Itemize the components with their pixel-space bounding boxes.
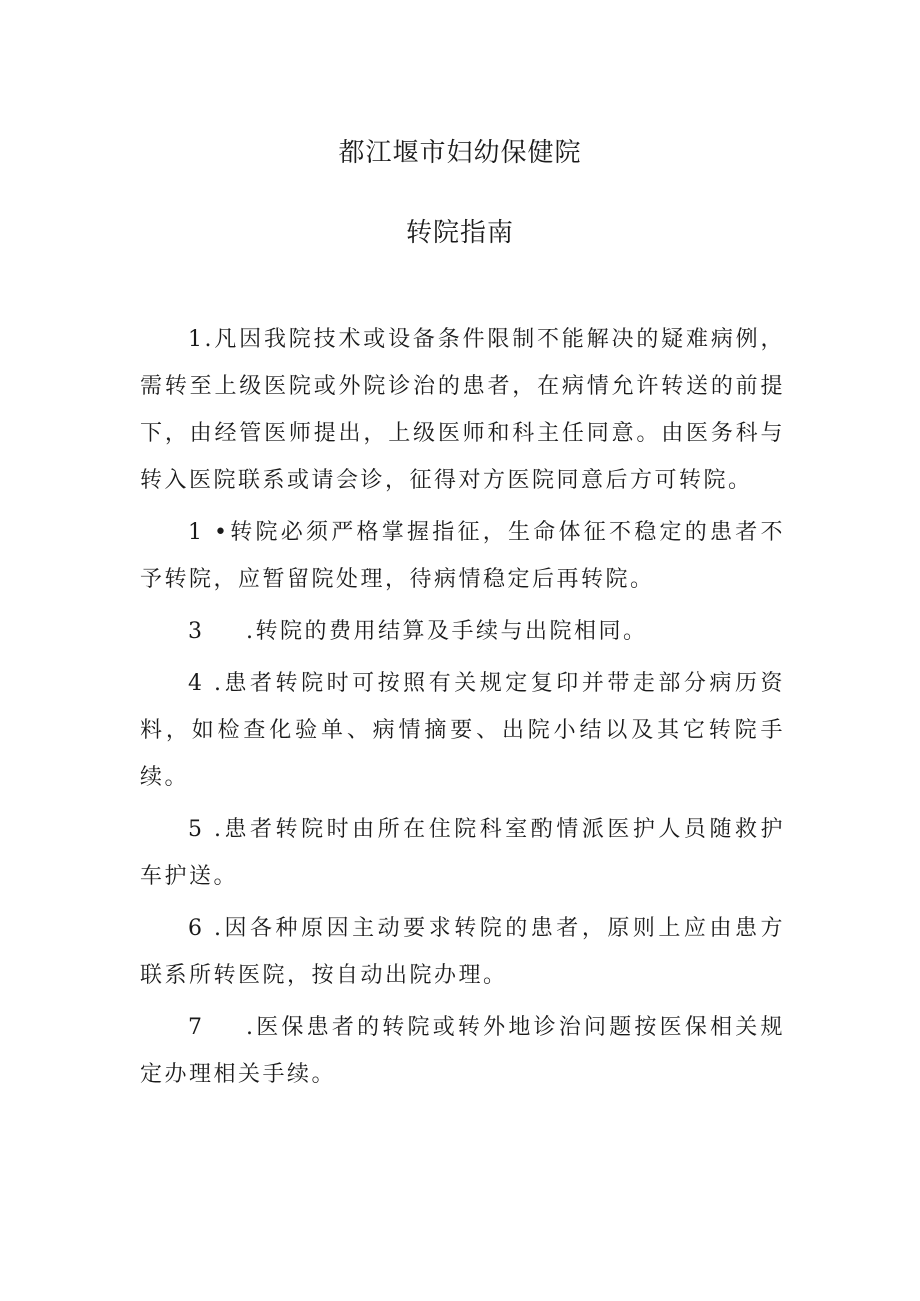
item-number: 1. xyxy=(188,327,214,352)
item-text: 转院必须严格掌握指征，生命体征不稳定的患者不予转院，应暂留院处理，待病情稳定后再转院。 xyxy=(140,520,785,592)
item-text: 凡因我院技术或设备条件限制不能解决的疑难病例，需转至上级医院或外院诊治的患者，在病情允许转送的前提下，由经管医师提出，上级医师和科主任同意。由医务科与转入医院联系或请会诊，征得对方医院同意后方可转院。 xyxy=(140,327,785,493)
item-number: 6 . xyxy=(188,916,224,941)
item-text: .医保患者的转院或转外地诊治问题按医保相关规定办理相关手续。 xyxy=(140,1015,785,1087)
item-number: 7 xyxy=(188,1015,205,1040)
guide-item-7 xyxy=(140,1004,785,1098)
item-text: 患者转院时由所在住院科室酌情派医护人员随救护车护送。 xyxy=(140,817,785,889)
guide-item-3 xyxy=(140,608,785,655)
item-text: 因各种原因主动要求转院的患者，原则上应由患方联系所转医院，按自动出院办理。 xyxy=(140,916,785,988)
doc-title: 转院指南 xyxy=(405,218,514,248)
guide-item-4 xyxy=(140,660,785,801)
item-text: .转院的费用结算及手续与出院相同。 xyxy=(246,619,648,644)
guide-body xyxy=(140,316,785,1103)
guide-item-1 xyxy=(140,316,785,504)
item-number: 1 • xyxy=(188,520,230,545)
item-number: 4 . xyxy=(188,671,224,696)
item-text: 患者转院时可按照有关规定复印并带走部分病历资料，如检查化验单、病情摘要、出院小结以及其它转院手续。 xyxy=(140,671,785,790)
item-number: 3 xyxy=(188,619,205,644)
guide-item-6 xyxy=(140,905,785,999)
guide-item-5 xyxy=(140,806,785,900)
item-number: 5 . xyxy=(188,817,224,842)
guide-item-2 xyxy=(140,509,785,603)
org-name: 都江堰市妇幼保健院 xyxy=(338,138,582,168)
